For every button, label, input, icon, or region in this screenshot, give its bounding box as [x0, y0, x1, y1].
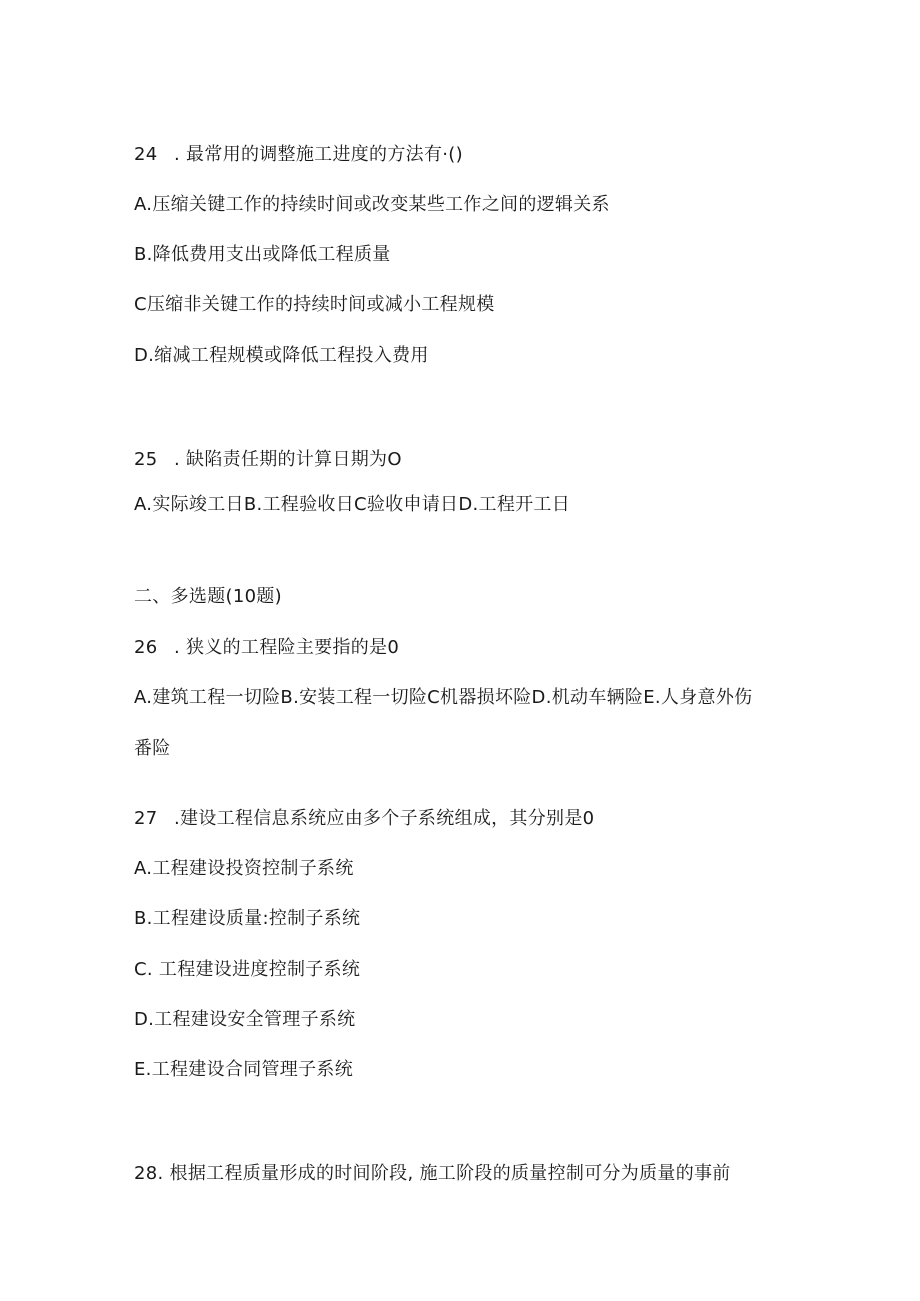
option-24-c: C压缩非关键工作的持续时间或减小工程规模	[134, 294, 495, 315]
option-27-b: B.工程建设质量:控制子系统	[134, 908, 361, 929]
option-27-e: E.工程建设合同管理子系统	[134, 1059, 353, 1080]
question-number: 24	[134, 144, 158, 165]
question-text: .建设工程信息系统应由多个子系统组成，其分别是0	[174, 808, 595, 829]
question-28-text: 28. 根据工程质量形成的时间阶段, 施工阶段的质量控制可分为质量的事前	[134, 1163, 731, 1184]
option-27-a: A.工程建设投资控制子系统	[134, 858, 354, 879]
question-26-stem	[134, 636, 399, 660]
question-24-stem	[134, 143, 463, 167]
options-26-line-1: A.建筑工程一切险B.安装工程一切险C机器损坏险D.机动车辆险E.人身意外伤	[134, 687, 753, 708]
section-heading: 二、多选题(10题)	[134, 586, 282, 607]
question-number: 26	[134, 637, 158, 658]
question-27-stem	[134, 807, 594, 831]
option-24-b: B.降低费用支出或降低工程质量	[134, 244, 391, 265]
question-number: 25	[134, 449, 158, 470]
question-number: 27	[134, 808, 158, 829]
question-25-stem	[134, 448, 402, 472]
question-text: . 缺陷责任期的计算日期为O	[174, 449, 402, 470]
options-26-line-2: 番险	[134, 738, 171, 759]
option-27-c: C. 工程建设进度控制子系统	[134, 959, 361, 980]
options-25: A.实际竣工日B.工程验收日C验收申请日D.工程开工日	[134, 494, 571, 515]
option-27-d: D.工程建设安全管理子系统	[134, 1009, 356, 1030]
option-24-a: A.压缩关键工作的持续时间或改变某些工作之间的逻辑关系	[134, 194, 610, 215]
question-text: . 最常用的调整施工进度的方法有·()	[174, 144, 463, 165]
option-24-d: D.缩减工程规模或降低工程投入费用	[134, 345, 429, 366]
question-text: . 狭义的工程险主要指的是0	[174, 637, 400, 658]
